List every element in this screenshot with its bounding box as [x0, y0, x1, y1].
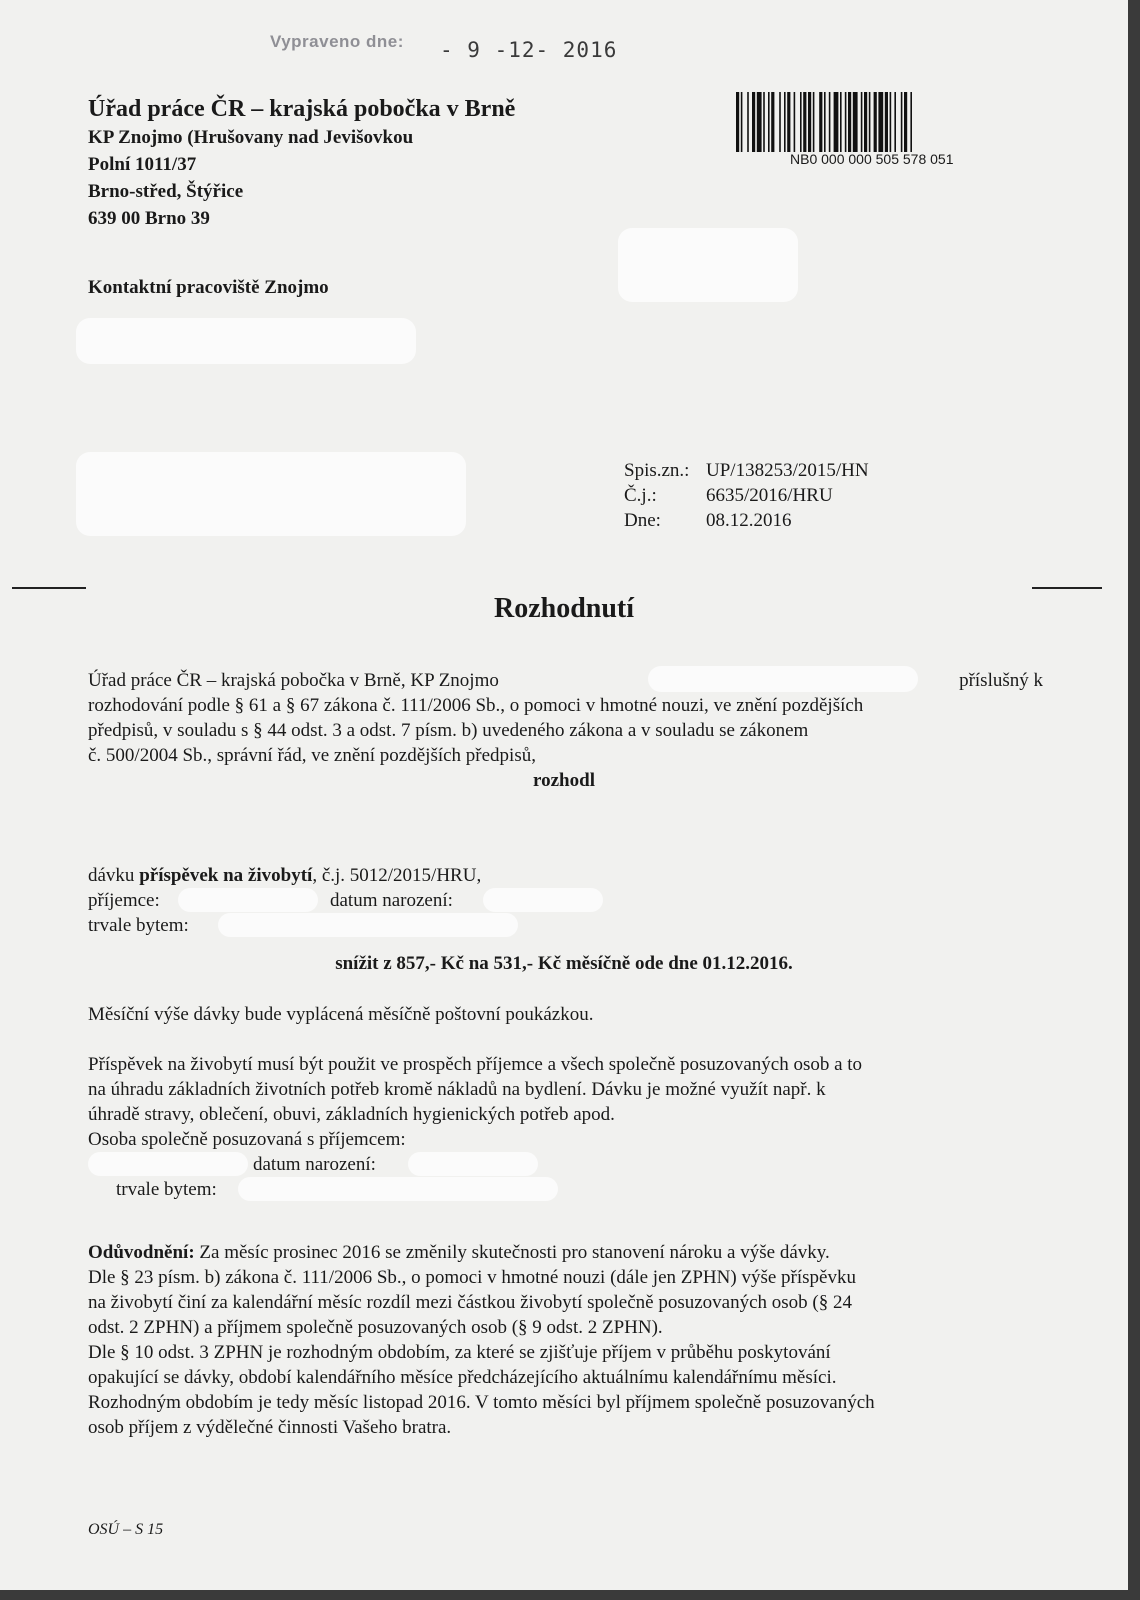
barcode-graphic	[736, 92, 1054, 152]
ref-label: Dne:	[624, 510, 661, 531]
office-district: Brno-střed, Štýřice	[88, 181, 244, 202]
reasoning-text-1: Za měsíc prosinec 2016 se změnily skutečnosti pro stanovení nároku a výše dávky.	[194, 1242, 830, 1263]
barcode-bar	[768, 92, 770, 152]
barcode-bar	[829, 92, 831, 152]
reasoning-line-3: na živobytí činí za kalendářní měsíc rozdíl mezi částkou živobytí společně posuzovaných osob (§ 24	[88, 1292, 852, 1313]
co-assessed-heading: Osoba společně posuzovaná s příjemcem:	[88, 1129, 406, 1150]
barcode-bar	[834, 92, 839, 152]
intro-line-1	[88, 668, 1043, 693]
barcode-bar	[741, 92, 743, 152]
barcode-bar	[901, 92, 903, 152]
barcode-bar	[752, 92, 755, 152]
barcode-bar	[890, 92, 892, 152]
barcode-bar	[763, 92, 765, 152]
reference-block	[624, 458, 869, 533]
reasoning-line-1	[88, 1240, 1043, 1265]
reasoning-line-4: odst. 2 ZPHN) a příjmem společně posuzovaných osob (§ 9 odst. 2 ZPHN).	[88, 1317, 663, 1338]
barcode-bar	[736, 92, 739, 152]
reasoning-line-5: Dle § 10 odst. 3 ZPHN je rozhodným obdobím, za které se zjišťuje příjem v průběhu poskytování	[88, 1342, 831, 1363]
barcode-bar	[853, 92, 858, 152]
barcode-bar	[787, 92, 790, 152]
dispatch-stamp-label: Vypraveno dne:	[270, 32, 404, 51]
barcode-bar	[904, 92, 907, 152]
ref-row-number	[624, 483, 869, 508]
co-assessed-line	[88, 1152, 1043, 1177]
redacted-recipient	[178, 888, 318, 912]
barcode-bar	[784, 92, 786, 152]
contact-office: Kontaktní pracoviště Znojmo	[88, 277, 329, 298]
office-address	[88, 94, 515, 232]
fold-mark-left	[12, 587, 86, 589]
barcode-bar	[840, 92, 842, 152]
barcode-bar	[878, 92, 883, 152]
reasoning-label: Odůvodnění:	[88, 1242, 195, 1263]
ref-label: Spis.zn.:	[624, 460, 690, 481]
purpose-line-2: na úhradu základních životních potřeb kromě nákladů na bydlení. Dávku je možné využít např. k	[88, 1079, 826, 1100]
barcode-bar	[803, 92, 806, 152]
barcode-bar	[747, 92, 749, 152]
co-assessed-residence-line	[88, 1177, 1043, 1202]
office-name: Úřad práce ČR – krajská pobočka v Brně	[88, 96, 516, 122]
reasoning-line-8: osob příjem z výdělečné činnosti Vašeho bratra.	[88, 1417, 452, 1438]
payment-paragraph: Měsíční výše dávky bude vyplácená měsíčně poštovní poukázkou.	[88, 1004, 594, 1025]
redacted-co-assessed-dob	[408, 1152, 538, 1176]
barcode-bar	[808, 92, 811, 152]
purpose-line-1: Příspěvek na živobytí musí být použit ve prospěch příjemce a všech společně posuzovaných osob a to	[88, 1054, 863, 1075]
intro-line-4: č. 500/2004 Sb., správní řád, ve znění pozdějších předpisů,	[88, 745, 536, 766]
decided-heading: rozhodl	[533, 770, 595, 791]
benefit-ref: , č.j. 5012/2015/HRU,	[312, 865, 482, 886]
intro-paragraph	[88, 668, 1043, 768]
benefit-name: příspěvek na živobytí	[139, 865, 313, 886]
reasoning-line-7: Rozhodným obdobím je tedy měsíc listopad 2016. V tomto měsíci byl příjmem společně posuzovaných	[88, 1392, 875, 1413]
redacted-co-assessed-name	[88, 1152, 248, 1176]
purpose-line-3: úhradě stravy, oblečení, obuvi, základních hygienických potřeb apod.	[88, 1104, 615, 1125]
barcode-bar	[845, 92, 847, 152]
barcode	[736, 92, 1054, 152]
recipient-label: příjemce:	[88, 890, 160, 911]
reasoning-line-2: Dle § 23 písm. b) zákona č. 111/2006 Sb., o pomoci v hmotné nouzi (dále jen ZPHN) výše příspěvku	[88, 1267, 856, 1288]
benefit-line	[88, 863, 1043, 888]
barcode-bar	[894, 92, 896, 152]
benefit-block	[88, 863, 1043, 938]
barcode-bar	[861, 92, 863, 152]
barcode-bar	[794, 92, 796, 152]
ref-label: Č.j.:	[624, 485, 657, 506]
ref-value: 08.12.2016	[706, 510, 792, 531]
barcode-bar	[910, 92, 912, 152]
redacted-recipient-dob	[483, 888, 603, 912]
redacted-branch-detail	[648, 666, 918, 692]
intro-line-3: předpisů, v souladu s § 44 odst. 3 a odst. 7 písm. b) uvedeného zákona a v souladu se zákonem	[88, 720, 809, 741]
office-branch: KP Znojmo (Hrušovany nad Jevišovkou	[88, 127, 414, 148]
reasoning-paragraph	[88, 1240, 1043, 1440]
barcode-bar	[874, 92, 877, 152]
barcode-bar	[869, 92, 871, 152]
dispatch-stamp-date: - 9 -12- 2016	[440, 38, 618, 62]
barcode-bar	[885, 92, 888, 152]
recipient-residence-line	[88, 913, 1043, 938]
intro-line-2: rozhodování podle § 61 a § 67 zákona č. 111/2006 Sb., o pomoci v hmotné nouzi, ve znění pozdějších	[88, 695, 864, 716]
barcode-bar	[824, 92, 826, 152]
redacted-addressee	[618, 228, 798, 302]
barcode-bar	[848, 92, 851, 152]
ref-row-file	[624, 458, 869, 483]
redacted-handler	[76, 452, 466, 536]
ref-value: UP/138253/2015/HN	[706, 460, 869, 481]
co-assessed-residence-label: trvale bytem:	[116, 1179, 217, 1200]
barcode-number: NB0 000 000 505 578 051	[790, 151, 954, 167]
barcode-bar	[864, 92, 867, 152]
barcode-bar	[771, 92, 774, 152]
recipient-line	[88, 888, 1043, 913]
intro-line-1b: příslušný k	[959, 670, 1043, 691]
ref-row-date	[624, 508, 869, 533]
document-title: Rozhodnutí	[493, 593, 635, 624]
form-code: OSÚ – S 15	[88, 1521, 164, 1538]
barcode-bar	[800, 92, 802, 152]
redacted-co-assessed-residence	[238, 1177, 558, 1201]
decision-statement: snížit z 857,- Kč na 531,- Kč měsíčně ode dne 01.12.2016.	[335, 953, 793, 974]
co-assessed-dob-label: datum narození:	[253, 1154, 376, 1175]
barcode-bar	[779, 92, 781, 152]
office-street: Polní 1011/37	[88, 154, 197, 175]
fold-mark-right	[1032, 587, 1102, 589]
redacted-contact-address	[76, 318, 416, 364]
barcode-bar	[813, 92, 815, 152]
barcode-bar	[757, 92, 762, 152]
recipient-residence-label: trvale bytem:	[88, 915, 189, 936]
intro-line-1a: Úřad práce ČR – krajská pobočka v Brně, KP Znojmo	[88, 670, 499, 691]
redacted-recipient-residence	[218, 913, 518, 937]
purpose-paragraph	[88, 1052, 1043, 1202]
recipient-dob-label: datum narození:	[330, 890, 453, 911]
reasoning-line-6: opakující se dávky, období kalendářního měsíce předcházejícího aktuálnímu kalendářnímu měsíci.	[88, 1367, 837, 1388]
barcode-bar	[819, 92, 822, 152]
ref-value: 6635/2016/HRU	[706, 485, 833, 506]
benefit-prefix: dávku	[88, 865, 140, 886]
office-city: 639 00 Brno 39	[88, 208, 210, 229]
